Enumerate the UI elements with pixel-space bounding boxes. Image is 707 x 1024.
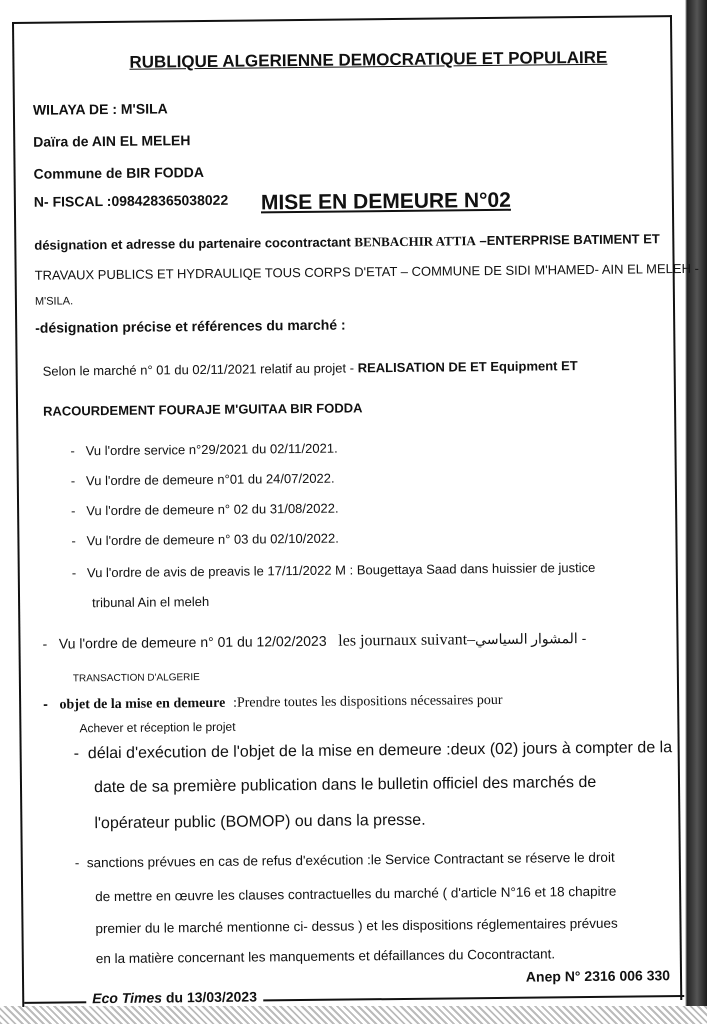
publication-source: Eco Times du 13/03/2023: [86, 988, 263, 1006]
partner-line-3: M'SILA.: [34, 295, 74, 308]
notice-frame: [12, 15, 699, 1007]
sanctions-line-2: de mettre en œuvre les clauses contractuelles du marché ( d'article N°16 et 18 chapitre: [95, 883, 617, 905]
objet-line-2: Achever et réception le projet: [79, 719, 236, 736]
reference-continued: tribunal Ain el meleh: [92, 593, 210, 611]
commune: Commune de BIR FODDA: [33, 163, 205, 182]
partner-line-2: TRAVAUX PUBLICS ET HYDRAULIQE TOUS CORPS D'ETAT – COMMUNE DE SIDI M'HAMED- AIN EL MELEH -: [34, 260, 699, 283]
sanctions-line-4: en la matière concernant les manquements et défaillances du Cocontractant.: [95, 946, 556, 967]
wilaya: WILAYA DE : M'SILA: [32, 100, 168, 118]
market-line-1: Selon le marché n° 01 du 02/11/2021 relatif au projet - REALISATION DE ET Equipment ET: [42, 358, 578, 379]
scan-noise: [0, 1006, 707, 1024]
notice-title: MISE EN DEMEURE N°02: [260, 188, 511, 215]
reference-item: - Vu l'ordre de demeure n° 02 du 31/08/2022.: [71, 500, 339, 519]
reference-item: - Vu l'ordre de demeure n° 03 du 02/10/2022.: [71, 530, 339, 549]
fiscal-number: N- FISCAL :098428365038022: [33, 191, 229, 210]
sanctions-line-3: premier du le marché mentionne ci- dessus ) et les dispositions réglementaires prévues: [95, 915, 618, 937]
republic-title: RUBLIQUE ALGERIENNE DEMOCRATIQUE ET POPULAIRE: [129, 47, 608, 72]
demeure-line: - Vu l'ordre de demeure n° 01 du 12/02/2023 les journaux suivant–المشوار السياسي -: [42, 630, 587, 652]
delai-line-2: date de sa première publication dans le bulletin officiel des marchés de: [93, 773, 597, 797]
reference-item: - Vu l'ordre de avis de preavis le 17/11/2022 M : Bougettaya Saad dans huissier de justice: [71, 559, 596, 581]
delai-line-3: l'opérateur public (BOMOP) ou dans la presse.: [94, 811, 426, 833]
adjacent-page-edge: [677, 0, 707, 1024]
anep-number: Anep N° 2316 006 330: [525, 967, 671, 985]
reference-item: - Vu l'ordre service n°29/2021 du 02/11/2021.: [70, 440, 338, 459]
sanctions-line-1: - sanctions prévues en cas de refus d'exécution :le Service Contractant se réserve le droit: [74, 849, 615, 871]
partner-line-1: désignation et adresse du partenaire cocontractant BENBACHIR ATTIA –ENTERPRISE BATIMENT ET: [34, 231, 660, 253]
objet-line: - objet de la mise en demeure :Prendre toutes les dispositions nécessaires pour: [43, 692, 503, 713]
market-label: -désignation précise et références du marché :: [35, 316, 346, 336]
daira: Daïra de AIN EL MELEH: [33, 132, 191, 150]
delai-line-1: - délai d'exécution de l'objet de la mise en demeure :deux (02) jours à compter de la: [73, 739, 673, 763]
journal-name: TRANSACTION D'ALGERIE: [72, 672, 200, 685]
market-line-2: RACOURDEMENT FOURAJE M'GUITAA BIR FODDA: [42, 400, 363, 419]
reference-item: - Vu l'ordre de demeure n°01 du 24/07/2022.: [70, 470, 335, 489]
